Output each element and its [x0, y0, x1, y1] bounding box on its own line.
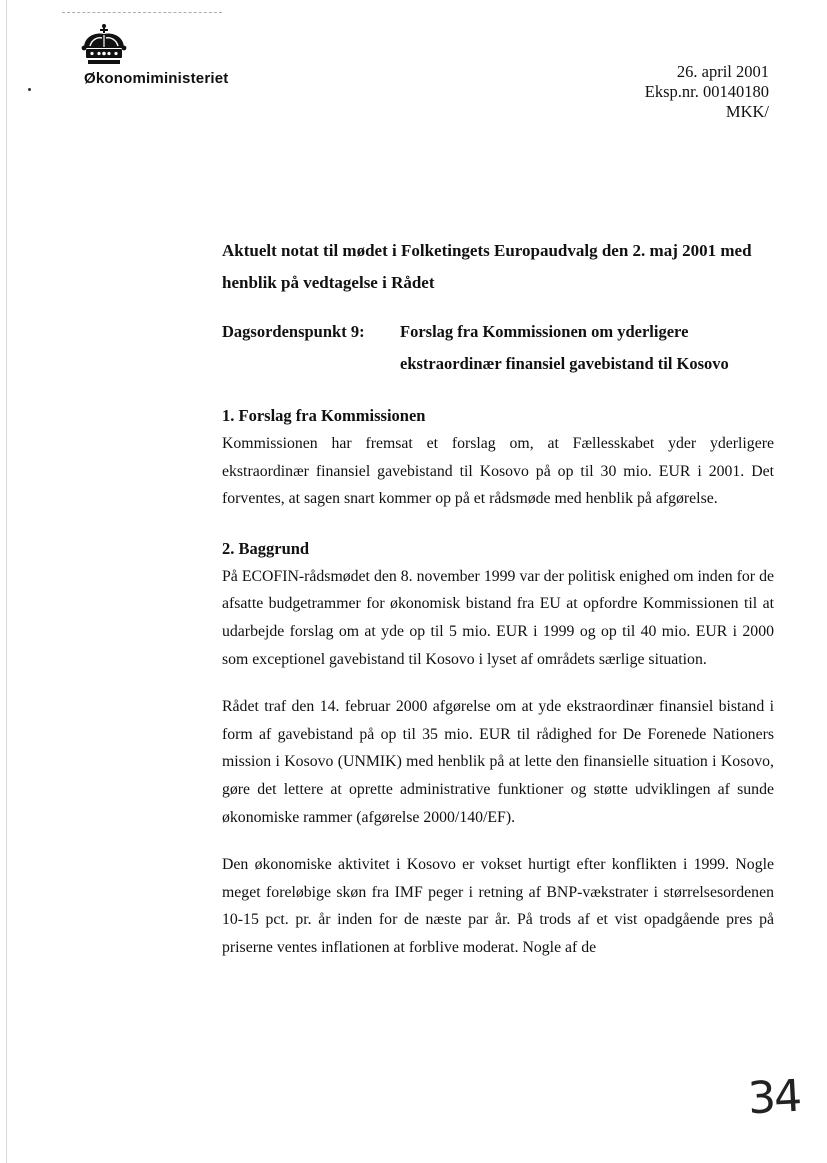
paragraph: På ECOFIN-rådsmødet den 8. november 1999 var der politisk enighed om inden for de afsatte budgetrammer for økonomisk bistand fra EU at opfordre Kommissionen til at udarbejde forslag om at yde op til 5 mio. EUR i 1999 og op til 40 mio. EUR i 2000 som exceptionel gavebistand til Kosovo i lyset af områdets særlige situation. — [222, 567, 774, 668]
section-proposal — [222, 402, 774, 513]
document-meta — [645, 62, 769, 122]
agenda-label: Dagsordenspunkt 9: — [222, 322, 365, 341]
paragraph: Rådet traf den 14. februar 2000 afgørelse om at yde ekstraordinær finansiel bistand i form af gavebistand på op til 35 mio. EUR til rådighed for De Forenede Nationers mission i Kosovo (UNMIK) med henblik på at lette den finansielle situation i Kosovo, gøre det lettere at oprette administrative funktioner og støtte udviklingen af sunde økonomiske rammer (afgørelse 2000/140/EF). — [222, 698, 774, 826]
document-body — [222, 235, 774, 962]
handwritten-page-number: 34 — [746, 1070, 802, 1125]
crown-logo-icon — [80, 22, 128, 68]
section-heading: 1. Forslag fra Kommissionen — [222, 406, 426, 425]
section-background — [222, 535, 774, 962]
agenda-text: Forslag fra Kommissionen om yderligere ekstraordinær finansiel gavebistand til Kosovo — [400, 322, 729, 373]
document-date: 26. april 2001 — [676, 62, 769, 81]
paragraph: Den økonomiske aktivitet i Kosovo er vokset hurtigt efter konflikten i 1999. Nogle meget foreløbige skøn fra IMF peger i retning af BNP-vækstrater i størrelsesordenen 10-15 pct. pr. år inden for de næste par år. På trods af et vist opadgående pres på priserne ventes inflationen at forblive moderat. Nogle af de — [222, 856, 774, 956]
section-heading: 2. Baggrund — [222, 538, 310, 558]
fax-header-line — [62, 0, 222, 13]
scan-edge-line — [6, 0, 7, 1163]
paragraph: Kommissionen har fremsat et forslag om, at Fællesskabet yder yderligere ekstraordinær finansiel gavebistand til Kosovo på op til 30 mio. EUR i 2001. Det forventes, at sagen snart kommer op på et rådsmøde med henblik på afgørelse. — [222, 435, 774, 508]
ministry-name: Økonomiministeriet — [84, 70, 229, 87]
document-title: Aktuelt notat til mødet i Folketingets Europaudvalg den 2. maj 2001 med henblik på vedtagelse i Rådet — [222, 241, 752, 292]
author-initials: MKK/ — [725, 102, 769, 121]
reference-number: Eksp.nr. 00140180 — [644, 82, 769, 101]
agenda-item — [222, 316, 774, 380]
scan-dot — [28, 88, 31, 91]
